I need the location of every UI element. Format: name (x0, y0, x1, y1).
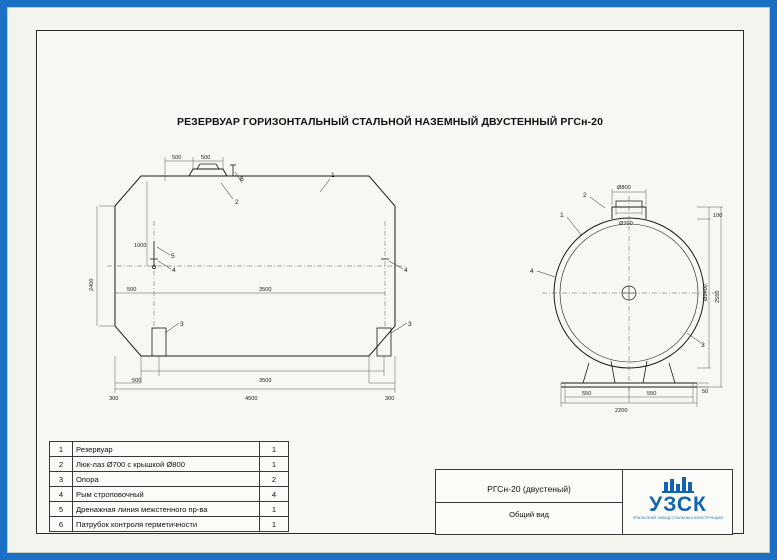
dim-base-left: 550 (582, 391, 592, 397)
company-logo (628, 476, 728, 528)
title-block-divider (436, 502, 622, 503)
title-block-text-cell (436, 470, 623, 534)
front-view-leaders (157, 172, 407, 333)
callout-4-left: 4 (172, 267, 176, 274)
spec-qty: 2 (260, 472, 289, 487)
callout-2-side: 2 (583, 192, 587, 199)
dim-mid-span: 3500 (259, 287, 272, 293)
dim-bottom-overall: 4500 (245, 396, 258, 402)
spec-name: Патрубок контроля герметичности (73, 517, 260, 532)
callout-3-side: 3 (701, 342, 705, 349)
dim-top-gap: 100 (713, 213, 723, 219)
dim-base-right: 550 (647, 391, 657, 397)
spec-pos: 1 (50, 442, 73, 457)
dim-width-overall: 2200 (615, 408, 628, 414)
title-block (435, 469, 733, 535)
front-view-tank-outline (115, 164, 395, 356)
dim-foot-height: 50 (702, 389, 709, 395)
dim-height-total: 2550 (715, 290, 721, 303)
table-row (50, 442, 289, 457)
dim-foot-right: 300 (385, 396, 395, 402)
front-view-drain-line (152, 241, 155, 269)
front-view-callout-labels (171, 172, 412, 328)
callout-6-front: 6 (240, 176, 244, 183)
front-view-centerlines (107, 221, 405, 331)
side-view-dimension-labels (582, 185, 722, 414)
spec-qty: 1 (260, 457, 289, 472)
spec-name: Дренажная линия межстенного пр-ва (73, 502, 260, 517)
front-view-supports (152, 328, 391, 356)
spec-pos: 6 (50, 517, 73, 532)
logo-wordmark: УЗСК (649, 493, 707, 516)
callout-3-right: 3 (408, 321, 412, 328)
drawing-sheet (8, 8, 769, 552)
callout-4-right: 4 (404, 267, 408, 274)
spec-name: Рым строповочный (73, 487, 260, 502)
dim-bottom-mid: 3500 (259, 378, 272, 384)
table-row (50, 502, 289, 517)
spec-qty: 1 (260, 442, 289, 457)
dim-left-offset: 500 (127, 287, 137, 293)
dim-dn-inner: Ø700 (619, 221, 633, 227)
page-title: РЕЗЕРВУАР ГОРИЗОНТАЛЬНЫЙ СТАЛЬНОЙ НАЗЕМНЫЙ ДВУСТЕННЫЙ РГСн-20 (176, 116, 604, 128)
dim-bottom-left: 500 (132, 378, 142, 384)
specification-table (49, 441, 289, 532)
callout-5-front: 5 (171, 253, 175, 260)
callout-3-left: 3 (180, 321, 184, 328)
dim-height-overall: 2400 (89, 278, 95, 291)
callout-2-front: 2 (235, 199, 239, 206)
front-view-dimensions (97, 157, 395, 393)
side-view-callout-labels (530, 192, 705, 349)
spec-qty: 1 (260, 502, 289, 517)
spec-name: Люк-лаз Ø700 с крышкой Ø800 (73, 457, 260, 472)
dim-neck-height: 1000 (134, 243, 147, 249)
spec-name: Опора (73, 472, 260, 487)
table-row (50, 517, 289, 532)
dim-diameter-inner: Ø2400 (703, 284, 709, 301)
title-block-product: РГСн-20 (двустеный) (487, 484, 571, 494)
spec-pos: 2 (50, 457, 73, 472)
callout-4-side: 4 (530, 268, 534, 275)
spec-name: Резервуар (73, 442, 260, 457)
spec-qty: 1 (260, 517, 289, 532)
spec-pos: 5 (50, 502, 73, 517)
spec-pos: 3 (50, 472, 73, 487)
title-block-view: Общий вид (509, 510, 549, 519)
spec-qty: 4 (260, 487, 289, 502)
factory-icon (634, 476, 722, 494)
callout-1-side: 1 (560, 212, 564, 219)
dim-top-left-b: 500 (201, 155, 211, 161)
table-row (50, 457, 289, 472)
front-view-dimension-labels (89, 155, 394, 402)
callout-1-front: 1 (331, 172, 335, 179)
spec-pos: 4 (50, 487, 73, 502)
dim-foot-left: 300 (109, 396, 119, 402)
table-row (50, 472, 289, 487)
dim-dn-outer: Ø800 (617, 185, 631, 191)
dim-top-left-a: 500 (172, 155, 182, 161)
drawing-frame (36, 30, 744, 534)
table-row (50, 487, 289, 502)
logo-tagline: УРАЛЬСКИЙ ЗАВОД СТАЛЬНЫХ КОНСТРУКЦИЙ (632, 516, 724, 520)
